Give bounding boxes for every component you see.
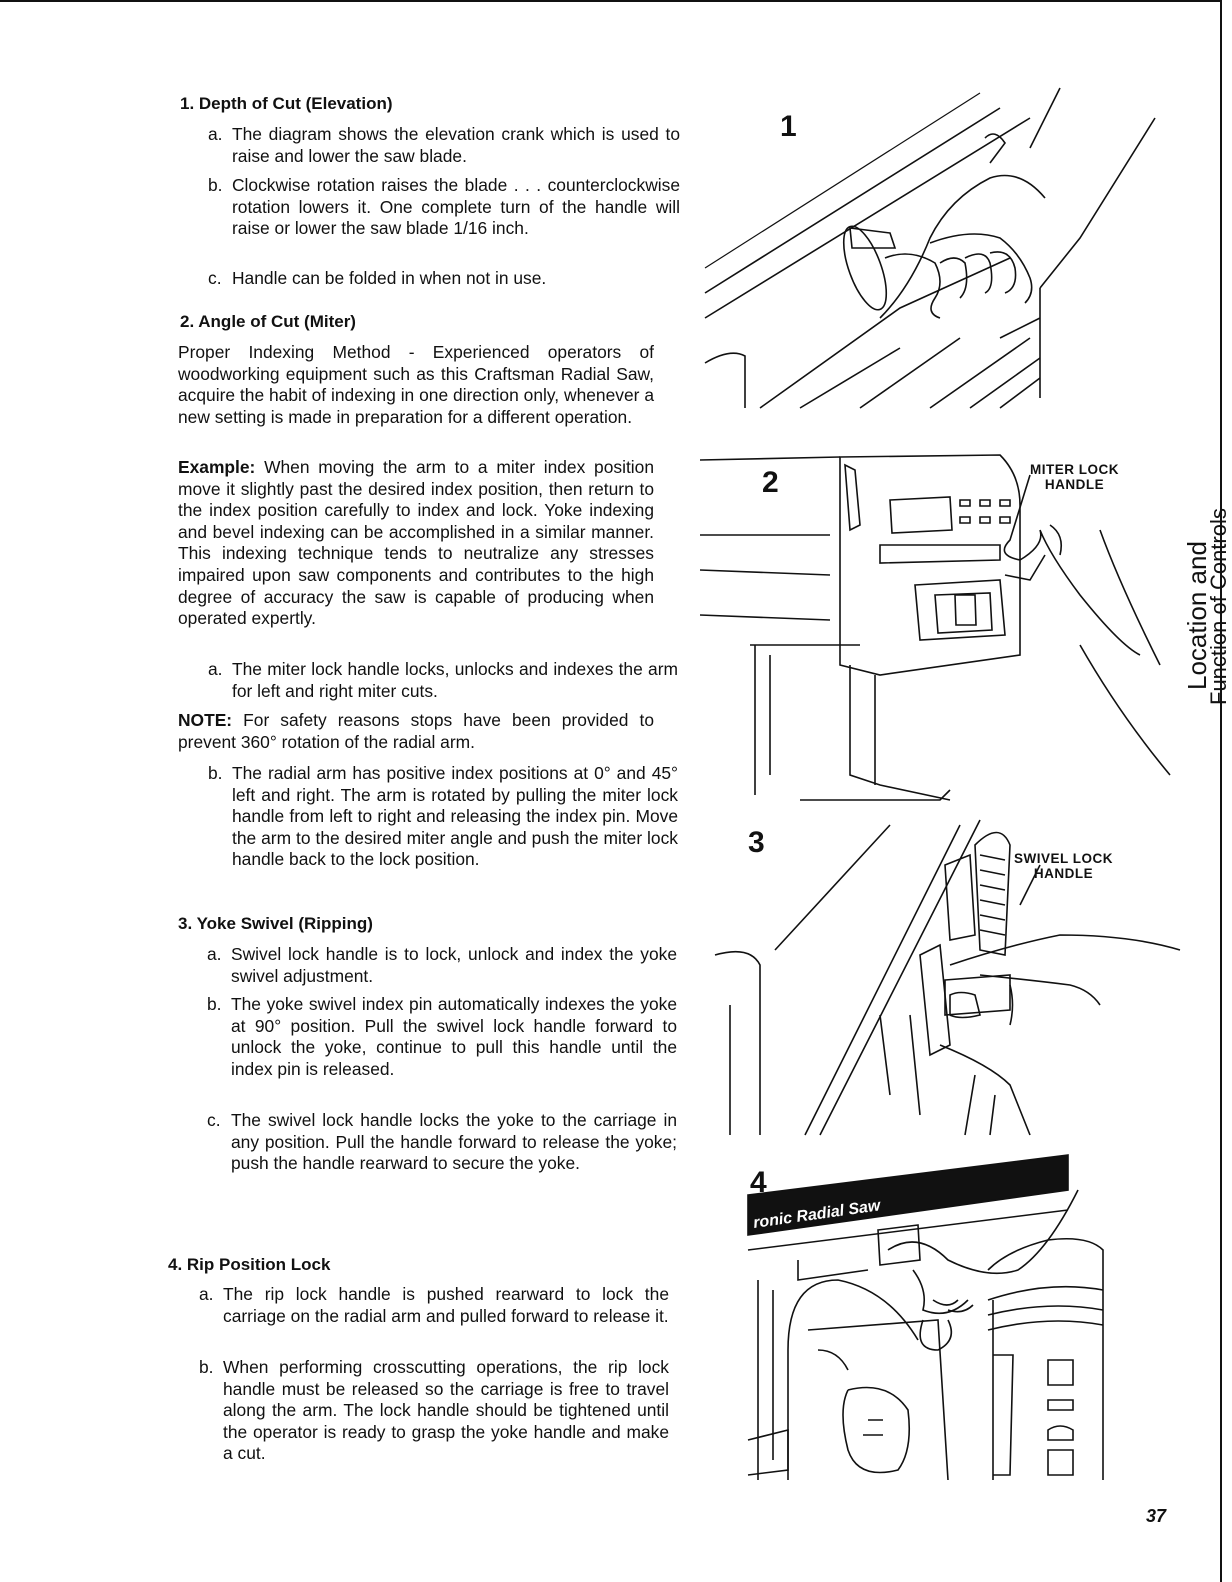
section-3-heading: 3. Yoke Swivel (Ripping): [178, 914, 373, 933]
figure-1-number: 1: [780, 110, 797, 143]
section-3-item-b: b. The yoke swivel index pin automatically indexes the yoke at 90° position. Pull the swivel lock handle forward to unlock the yoke, continue to pull this handle until the index pin is released.: [207, 994, 677, 1079]
section-2-item-b: b. The radial arm has positive index positions at 0° and 45° left and right. The arm is rotated by pulling the miter lock handle from left to right and releasing the index pin. Move the arm to the desired miter angle and push the miter lock handle back to the lock position.: [208, 763, 678, 870]
figure-1-illustration: [700, 88, 1160, 418]
figure-4-illustration: [748, 1150, 1108, 1480]
section-3-item-c: c. The swivel lock handle locks the yoke to the carriage in any position. Pull the handle forward to release the yoke; push the handle rearward to secure the yoke.: [207, 1110, 677, 1174]
side-tab: Location and Function of Controls: [1182, 508, 1231, 705]
figure-3-number: 3: [748, 826, 765, 859]
section-4-heading: 4. Rip Position Lock: [168, 1255, 331, 1274]
figure-2-illustration: [700, 445, 1180, 810]
section-1-heading: 1. Depth of Cut (Elevation): [180, 94, 393, 113]
section-1-item-b: b. Clockwise rotation raises the blade . . . counterclockwise rotation lowers it. One complete turn of the handle will raise or lower the saw blade 1/16 inch.: [208, 175, 680, 239]
section-4-item-a: a. The rip lock handle is pushed rearward to lock the carriage on the radial arm and pulled forward to release it.: [199, 1284, 669, 1326]
figure-4-number: 4: [750, 1166, 767, 1199]
section-2-item-a: a. The miter lock handle locks, unlocks and indexes the arm for left and right miter cuts.: [208, 659, 678, 701]
section-2-heading: 2. Angle of Cut (Miter): [180, 312, 356, 331]
swivel-lock-callout: SWIVEL LOCK HANDLE: [1014, 851, 1114, 881]
figure-2-number: 2: [762, 466, 779, 499]
page-number: 37: [1146, 1506, 1167, 1526]
section-3-item-a: a. Swivel lock handle is to lock, unlock and index the yoke swivel adjustment.: [207, 944, 677, 986]
right-border: [1220, 0, 1222, 1582]
miter-lock-callout: MITER LOCK HANDLE: [1030, 462, 1119, 492]
section-2-intro: Proper Indexing Method - Experienced operators of woodworking equipment such as this Craftsman Radial Saw, acquire the habit of indexing in one direction only, whenever a new setting is made in preparation for a different operation.: [178, 342, 654, 427]
section-2-example: Example: When moving the arm to a miter index position move it slightly past the desired index position, then return to the index position carefully to index and lock. Yoke indexing and bevel indexing can be accomplished in a similar manner. This indexing technique tends to neutralize any stresses impaired upon saw components and contributes to the high degree of accuracy the saw is capable of producing when operated expertly.: [178, 457, 654, 629]
figure-4-panel-text: ronic Radial Saw: [752, 1197, 882, 1232]
section-2-note: NOTE: For safety reasons stops have been provided to prevent 360° rotation of the radial arm.: [178, 710, 654, 752]
top-border: [0, 0, 1222, 2]
section-4-item-b: b. When performing crosscutting operations, the rip lock handle must be released so the carriage is free to travel along the arm. The lock handle should be tightened until the operator is ready to grasp the yoke handle and make a cut.: [199, 1357, 669, 1464]
section-1-item-a: a. The diagram shows the elevation crank which is used to raise and lower the saw blade.: [208, 124, 680, 166]
figure-3-illustration: [710, 815, 1180, 1145]
section-1-item-c: c. Handle can be folded in when not in use.: [208, 268, 547, 288]
